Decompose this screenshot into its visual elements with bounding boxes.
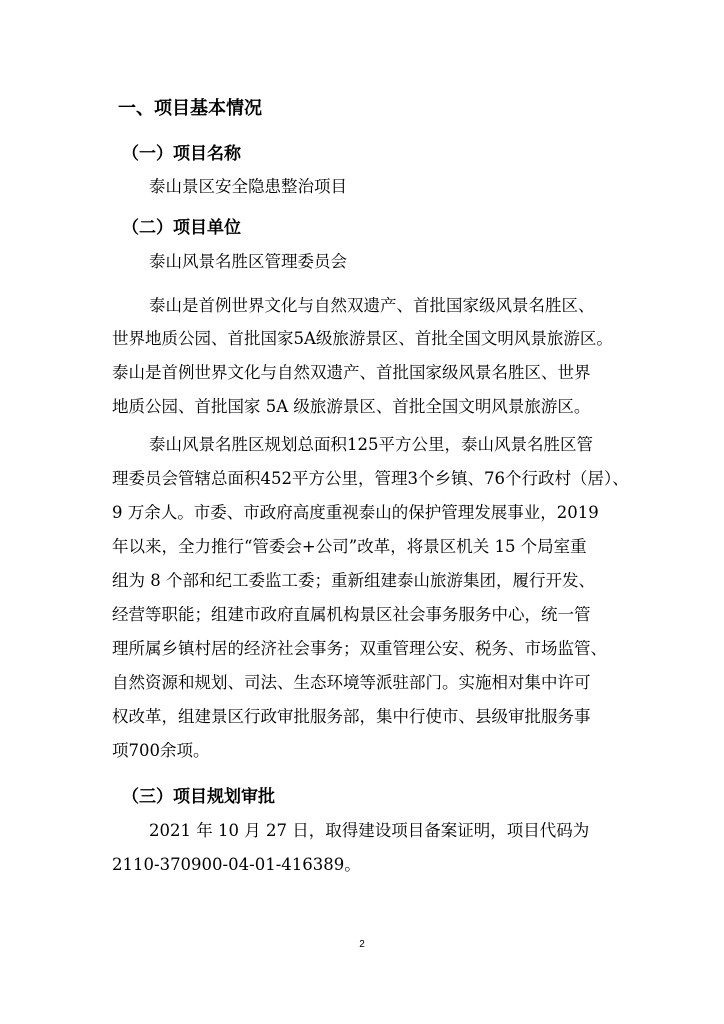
- paragraph-line: 组为 8 个部和纪工委监工委；重新组建泰山旅游集团，履行开发、: [112, 571, 595, 590]
- paragraph-line: 地质公园、首批国家 5A 级旅游景区、首批全国文明风景旅游区。: [112, 397, 591, 416]
- paragraph-line: 2021 年 10 月 27 日，取得建设项目备案证明，项目代码为: [149, 821, 590, 840]
- paragraph-line: 泰山风景名胜区规划总面积125平方公里，泰山风景名胜区管: [149, 435, 593, 454]
- page-number: 2: [359, 939, 365, 950]
- paragraph-line: 自然资源和规划、司法、生态环境等派驻部门。实施相对集中许可: [112, 673, 591, 692]
- heading-basic-info: 一、项目基本情况: [118, 98, 262, 119]
- paragraph-line: 世界地质公园、首批国家5A级旅游景区、首批全国文明风景旅游区。: [112, 329, 613, 348]
- heading-project-approval: （三）项目规划审批: [122, 787, 275, 807]
- paragraph-line: 年以来，全力推行“管委会+公司”改革，将景区机关 15 个局室重: [112, 537, 587, 556]
- paragraph-line: 权改革，组建景区行政审批服务部，集中行使市、县级审批服务事: [112, 707, 591, 726]
- heading-project-unit: （二）项目单位: [122, 218, 241, 238]
- heading-project-name: （一）项目名称: [122, 144, 241, 164]
- paragraph-line: 泰山是首例世界文化与自然双遗产、首批国家级风景名胜区、世界: [112, 363, 591, 382]
- project-unit-text: 泰山风景名胜区管理委员会: [149, 252, 347, 271]
- paragraph-line: 经营等职能；组建市政府直属机构景区社会事务服务中心，统一管: [112, 605, 591, 624]
- paragraph-line: 泰山是首例世界文化与自然双遗产、首批国家级风景名胜区、: [149, 296, 595, 315]
- paragraph-line: 理所属乡镇村居的经济社会事务；双重管理公安、税务、市场监管、: [112, 639, 607, 658]
- project-name-text: 泰山景区安全隐患整治项目: [149, 177, 347, 196]
- paragraph-line: 9 万余人。市委、市政府高度重视泰山的保护管理发展事业，2019: [112, 503, 599, 522]
- paragraph-line: 理委员会管辖总面积452平方公里，管理3个乡镇、76个行政村（居）、: [112, 469, 629, 488]
- paragraph-line: 2110-370900-04-01-416389。: [112, 855, 361, 874]
- paragraph-line: 项700余项。: [112, 741, 210, 760]
